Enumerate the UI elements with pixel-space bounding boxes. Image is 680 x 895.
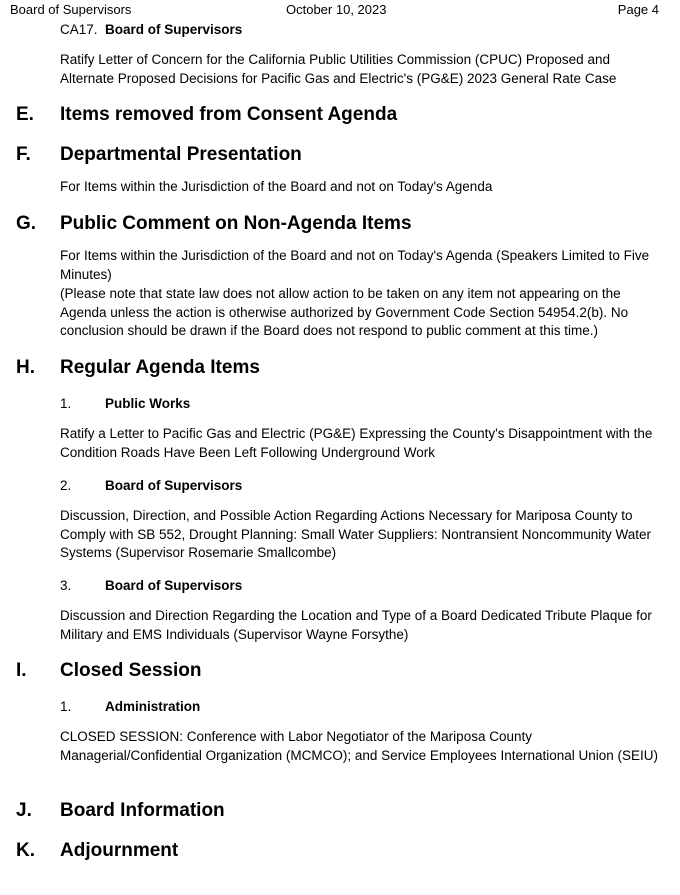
ca17-text: Ratify Letter of Concern for the California Public Utilities Commission (CPUC) Proposed and Alternate Proposed Decisions for Pacific Gas and Electric's (PG&E) 2023 General Rate Case xyxy=(60,52,617,86)
h-item-3-dept: Board of Supervisors xyxy=(105,578,243,593)
section-f-letter: F. xyxy=(16,144,31,165)
section-h-letter: H. xyxy=(16,357,35,378)
header-date: October 10, 2023 xyxy=(286,2,387,17)
section-k-title: Adjournment xyxy=(60,840,179,861)
section-j-title: Board Information xyxy=(60,800,225,821)
section-f-title: Departmental Presentation xyxy=(60,144,302,165)
section-g-text1: For Items within the Jurisdiction of the Board and not on Today's Agenda (Speakers Limited to Five Minutes) xyxy=(60,248,650,282)
section-j-letter: J. xyxy=(16,800,32,821)
i-item-1-dept: Administration xyxy=(105,699,201,714)
h-item-2-text: Discussion, Direction, and Possible Action Regarding Actions Necessary for Mariposa County to Comply with SB 552, Drought Planning: Small Water Suppliers: Nontransient Noncommunity Water Systems (Supervisor Rosemarie Smallcombe) xyxy=(60,508,652,560)
h-item-2-dept: Board of Supervisors xyxy=(105,478,243,493)
section-i-title: Closed Session xyxy=(60,660,202,681)
h-item-3-text: Discussion and Direction Regarding the Location and Type of a Board Dedicated Tribute Plaque for Military and EMS Individuals (Supervisor Wayne Forsythe) xyxy=(60,608,652,642)
section-h-title: Regular Agenda Items xyxy=(60,357,260,378)
section-f-text: For Items within the Jurisdiction of the Board and not on Today's Agenda xyxy=(60,179,493,194)
section-g-title: Public Comment on Non-Agenda Items xyxy=(60,213,412,234)
header-left: Board of Supervisors xyxy=(10,2,132,17)
i-item-1-number: 1. xyxy=(60,699,72,714)
h-item-3-number: 3. xyxy=(60,578,72,593)
section-i-letter: I. xyxy=(16,660,27,681)
h-item-2-number: 2. xyxy=(60,478,72,493)
section-e-title: Items removed from Consent Agenda xyxy=(60,104,398,125)
section-e-letter: E. xyxy=(16,104,34,125)
section-g-letter: G. xyxy=(16,213,37,234)
h-item-1-number: 1. xyxy=(60,396,72,411)
h-item-1-text: Ratify a Letter to Pacific Gas and Electric (PG&E) Expressing the County's Disappointment with the Condition Roads Have Been Left Following Underground Work xyxy=(60,426,653,460)
section-g-text2: (Please note that state law does not allow action to be taken on any item not appearing on the Agenda unless the action is otherwise authorized by Government Code Section 54954.2(b). No conclusion should be drawn if the Board does not respond to public comment at this time.) xyxy=(60,286,629,338)
section-k-letter: K. xyxy=(16,840,35,861)
header-page: Page 4 xyxy=(617,2,659,17)
h-item-1-dept: Public Works xyxy=(105,396,191,411)
i-item-1-text: CLOSED SESSION: Conference with Labor Negotiator of the Mariposa County Managerial/Confidential Organization (MCMCO); and Service Employees International Union (SEIU) xyxy=(60,729,659,763)
ca17-dept: Board of Supervisors xyxy=(105,22,243,37)
ca17-number: CA17. xyxy=(60,22,98,37)
